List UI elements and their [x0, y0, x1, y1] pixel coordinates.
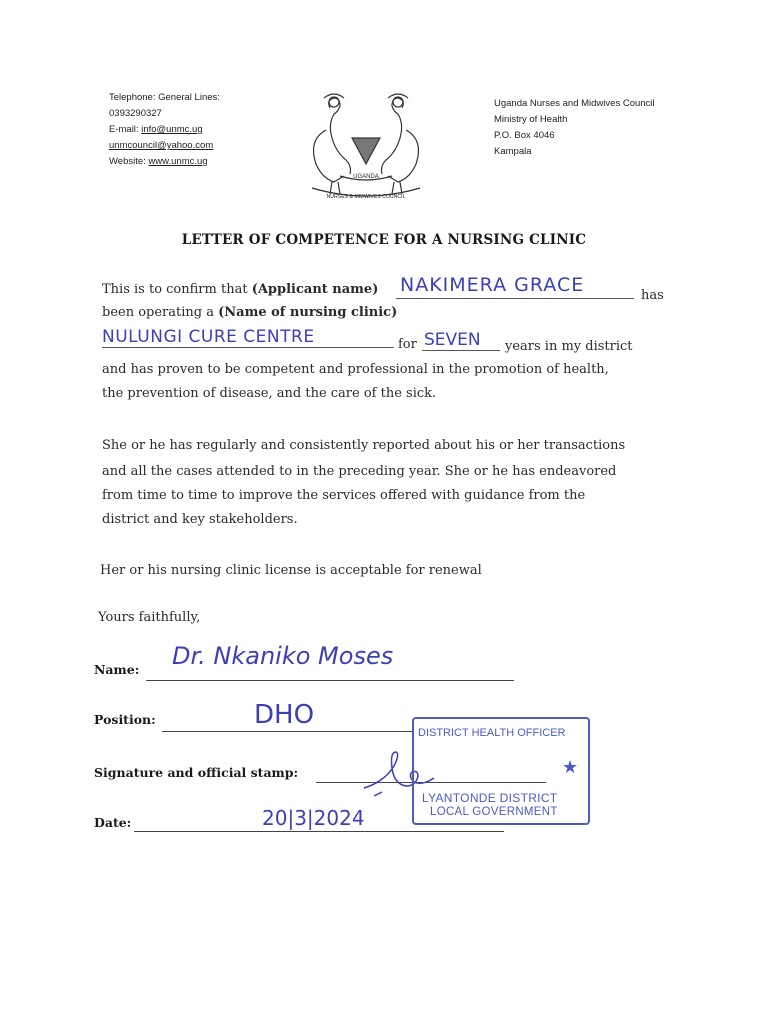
council-crest-logo: [296, 90, 436, 206]
p1-has: has: [641, 288, 664, 303]
stamp-government-text: LOCAL GOVERNMENT: [430, 806, 558, 818]
crest-bottom-text: NURSES & MIDWIVES COUNCIL: [326, 194, 406, 200]
signer-name-handwritten: Dr. Nkaniko Moses: [172, 642, 394, 670]
closing: Yours faithfully,: [98, 610, 201, 625]
email-link-2[interactable]: unmcouncil@yahoo.com: [109, 140, 214, 151]
contact-phone-number: 0393290327: [109, 108, 162, 119]
address-line: Ministry of Health: [494, 114, 568, 125]
contact-block: [109, 90, 299, 170]
p2-line: from time to time to improve the services offered with guidance from the: [102, 488, 586, 503]
date-handwritten: 20|3|2024: [262, 806, 365, 830]
address-line: Kampala: [494, 146, 532, 157]
email-link-1[interactable]: info@unmc.ug: [141, 124, 203, 135]
star-icon: ★: [562, 757, 579, 777]
name-line: [146, 680, 514, 681]
p1-for: for: [398, 337, 417, 352]
date-label: Date:: [94, 815, 132, 830]
position-label: Position:: [94, 712, 156, 727]
p2-line: district and key stakeholders.: [102, 512, 298, 527]
crest-top-text: UGANDA: [353, 174, 379, 180]
website-label: Website:: [109, 156, 149, 167]
p3-renewal: Her or his nursing clinic license is acceptable for renewal: [100, 563, 482, 578]
clinic-underline: [102, 347, 394, 348]
p1-line-3: and has proven to be competent and professional in the promotion of health,: [102, 362, 609, 377]
position-handwritten: DHO: [254, 700, 315, 730]
years-handwritten: SEVEN: [424, 330, 481, 350]
official-stamp: [412, 717, 590, 825]
p2-line: She or he has regularly and consistently reported about his or her transactions: [102, 438, 626, 453]
p1-line-2: [102, 305, 397, 320]
position-line: [162, 731, 412, 732]
applicant-name-handwritten: NAKIMERA GRACE: [400, 274, 585, 296]
name-label: Name:: [94, 662, 140, 677]
clinic-label: (Name of nursing clinic): [218, 305, 398, 320]
p1-line-1: [102, 282, 378, 297]
p2-line: and all the cases attended to in the preceding year. She or he has endeavored: [102, 464, 617, 479]
website-link[interactable]: www.unmc.ug: [148, 156, 208, 167]
applicant-underline: [396, 298, 634, 299]
contact-website-line: [109, 154, 299, 170]
address-block: [494, 96, 714, 160]
letter-title: LETTER OF COMPETENCE FOR A NURSING CLINIC: [181, 232, 587, 248]
contact-telephone: Telephone: General Lines:: [109, 92, 220, 103]
email-label: E-mail:: [109, 124, 142, 135]
p1-line-4: the prevention of disease, and the care of the sick.: [102, 386, 437, 401]
p1-operating: been operating a: [102, 305, 219, 320]
p1-intro: This is to confirm that: [102, 282, 252, 297]
date-line: [134, 831, 504, 832]
address-line: Uganda Nurses and Midwives Council: [494, 98, 655, 109]
stamp-district-text: LYANTONDE DISTRICT: [422, 791, 558, 805]
p1-years: years in my district: [505, 339, 633, 354]
years-underline: [422, 350, 500, 351]
address-line: P.O. Box 4046: [494, 130, 555, 141]
stamp-top-text: DISTRICT HEALTH OFFICER: [418, 727, 566, 739]
applicant-label: (Applicant name): [251, 282, 379, 297]
contact-email-line: [109, 122, 299, 138]
signature-label: Signature and official stamp:: [94, 765, 299, 780]
clinic-name-handwritten: NULUNGI CURE CENTRE: [102, 327, 315, 347]
